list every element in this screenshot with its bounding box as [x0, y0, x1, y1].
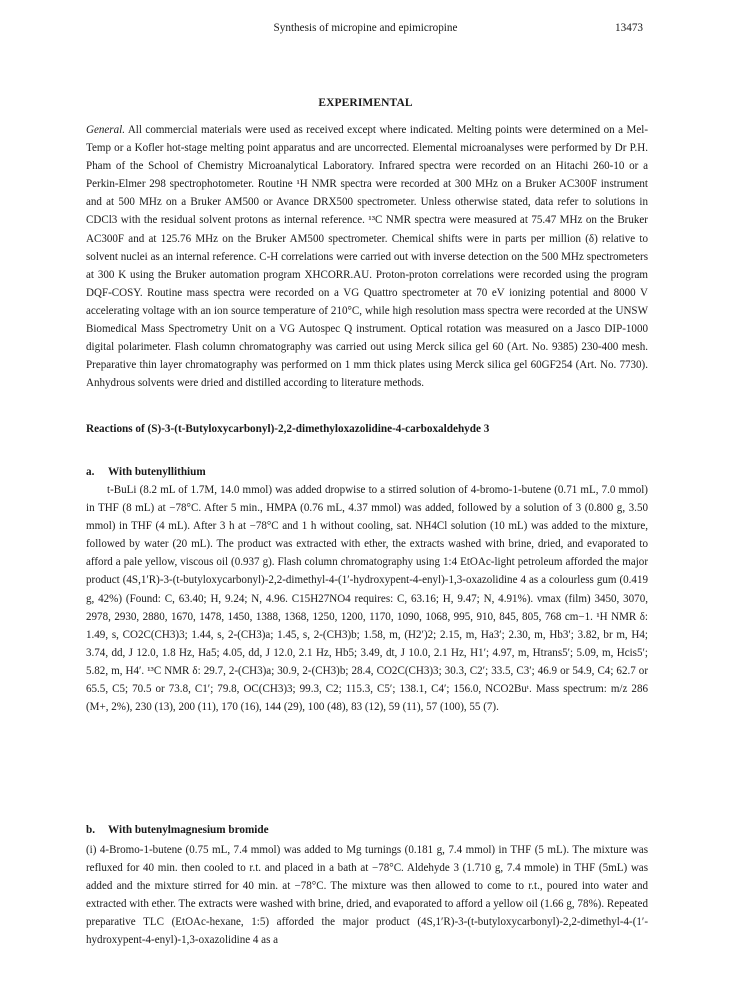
subsection-a-heading [86, 466, 206, 478]
subsection-a-letter: a. [86, 466, 95, 478]
subsection-b-title: With butenylmagnesium bromide [108, 824, 269, 836]
subsection-a-title: With butenyllithium [108, 466, 206, 478]
section-heading: EXPERIMENTAL [318, 97, 413, 109]
subsection-b-letter: b. [86, 824, 96, 836]
reactions-heading: Reactions of (S)-3-(t-Butyloxycarbonyl)-2,2-dimethyloxazolidine-4-carboxaldehyde 3 [86, 423, 490, 435]
general-text: All commercial materials were used as received except where indicated. Melting points were determined on a Mel-Temp or a Kofler hot-stage melting point apparatus and are uncorrected. Elemental microanalyses were performed by Dr P.H. Pham of the School of Chemistry Microanalytical Laboratory. Infrared spectra were recorded on an Hitachi 260-10 or a Perkin-Elmer 298 spectrophotometer. Routine ¹H NMR spectra were recorded at 300 MHz on a Bruker AC300F instrument and at 500 MHz on a Bruker AM500 or Avance DRX500 spectrometer. Unless otherwise stated, data refer to solutions in CDCl3 with the residual solvent protons as internal reference. ¹³C NMR spectra were measured at 75.47 MHz on the Bruker AC300F and at 125.76 MHz on the Bruker AM500 spectrometer. Chemical shifts were in parts per million (δ) relative to solvent nuclei as an internal reference. C-H correlations were carried out with inverse detection on the 500 MHz spectrometers at 300 K using the Bruker automation program XHCORR.AU. Proton-proton correlations were recorded using the program DQF-COSY. Routine mass spectra were recorded on a VG Quattro spectrometer at 70 eV ionizing potential and 8000 V accelerating voltage with an ion source temperature of 210°C, while high resolution mass spectra were recorded at the UNSW Biomedical Mass Spectrometry Unit on a VG Autospec Q instrument. Optical rotation was measured on a Jasco DIP-1000 digital polarimeter. Flash column chromatography was carried out using Merck silica gel 60 (Art. No. 9385) 230-400 mesh. Preparative thin layer chromatography was performed on 1 mm thick plates using Merck silica gel 60GF254 (Art. No. 7730). Anhydrous solvents were dried and distilled according to literature methods. [86, 124, 648, 390]
general-lead: General. [86, 124, 125, 136]
subsection-b-heading [86, 824, 269, 836]
subsection-b-paragraph: (i) 4-Bromo-1-butene (0.75 mL, 7.4 mmol) was added to Mg turnings (0.181 g, 7.4 mmol) in THF (5 mL). The mixture was refluxed for 40 min. then cooled to r.t. and placed in a bath at −78°C. Aldehyde 3 (1.710 g, 7.4 mmole) in THF (5mL) was added and the mixture stirred for 40 min. at −78°C. The mixture was then allowed to come to r.t., poured into water and extracted with ether. The extracts were washed with brine, dried, and evaporated to afford a yellow oil (1.66 g, 78%). Repeated preparative TLC (EtOAc-hexane, 1:5) afforded the major product (4S,1′R)-3-(t-butyloxycarbonyl)-2,2-dimethyl-4-(1′-hydroxypent-4-enyl)-1,3-oxazolidine 4 as a [86, 844, 648, 947]
running-head [0, 22, 731, 38]
page-number: 13473 [615, 22, 643, 34]
subsection-a-paragraph: t-BuLi (8.2 mL of 1.7M, 14.0 mmol) was added dropwise to a stirred solution of 4-bromo-1-butene (0.71 mL, 7.0 mmol) in THF (8 mL) at −78°C. After 5 min., HMPA (0.76 mL, 4.37 mmol) was added, followed by a solution of 3 (0.800 g, 3.50 mmol) in THF (4 mL). After 3 h at −78°C and 1 h without cooling, sat. NH4Cl solution (10 mL) was added to the mixture, followed by water (20 mL). The product was extracted with ether, the extracts washed with brine, dried, and evaporated to afford a pale yellow, viscous oil (0.937 g). Flash column chromatography using 1:4 EtOAc-light petroleum afforded the major product (4S,1′R)-3-(t-butyloxycarbonyl)-2,2-dimethyl-4-(1′-hydroxypent-4-enyl)-1,3-oxazolidine 4 as a colourless gum (0.419 g, 42%) (Found: C, 63.40; H, 9.24; N, 4.96. C15H27NO4 requires: C, 63.16; H, 9.47; N, 4.91%). νmax (film) 3450, 3070, 2978, 2930, 2880, 1670, 1478, 1450, 1388, 1368, 1250, 1200, 1170, 1090, 1068, 995, 910, 845, 805, 768 cm−1. ¹H NMR δ: 1.49, s, CO2C(CH3)3; 1.44, s, 2-(CH3)a; 1.45, s, 2-(CH3)b; 1.58, m, (H2′)2; 2.15, m, Ha3′; 2.30, m, Hb3′; 3.82, br m, H4; 3.74, dd, J 12.0, 1.8 Hz, Ha5; 4.05, dd, J 12.0, 2.1 Hz, Hb5; 3.49, dt, J 10.0, 2.1 Hz, H1′; 4.97, m, Htrans5′; 5.09, m, Hcis5′; 5.82, m, H4′. ¹³C NMR δ: 29.7, 2-(CH3)a; 30.9, 2-(CH3)b; 28.4, CO2C(CH3)3; 30.3, C2′; 33.5, C3′; 46.9 or 54.9, C4; 62.7 or 65.5, C5; 70.5 or 73.8, C1′; 79.8, OC(CH3)3; 99.3, C2; 115.3, C5′; 138.1, C4′; 156.0, NCO2Buᵗ. Mass spectrum: m/z 286 (M+, 2%), 230 (13), 200 (11), 170 (16), 144 (29), 100 (48), 83 (12), 59 (11), 57 (100), 55 (7). [86, 484, 648, 714]
general-paragraph [86, 121, 648, 392]
running-title: Synthesis of micropine and epimicropine [273, 22, 458, 34]
